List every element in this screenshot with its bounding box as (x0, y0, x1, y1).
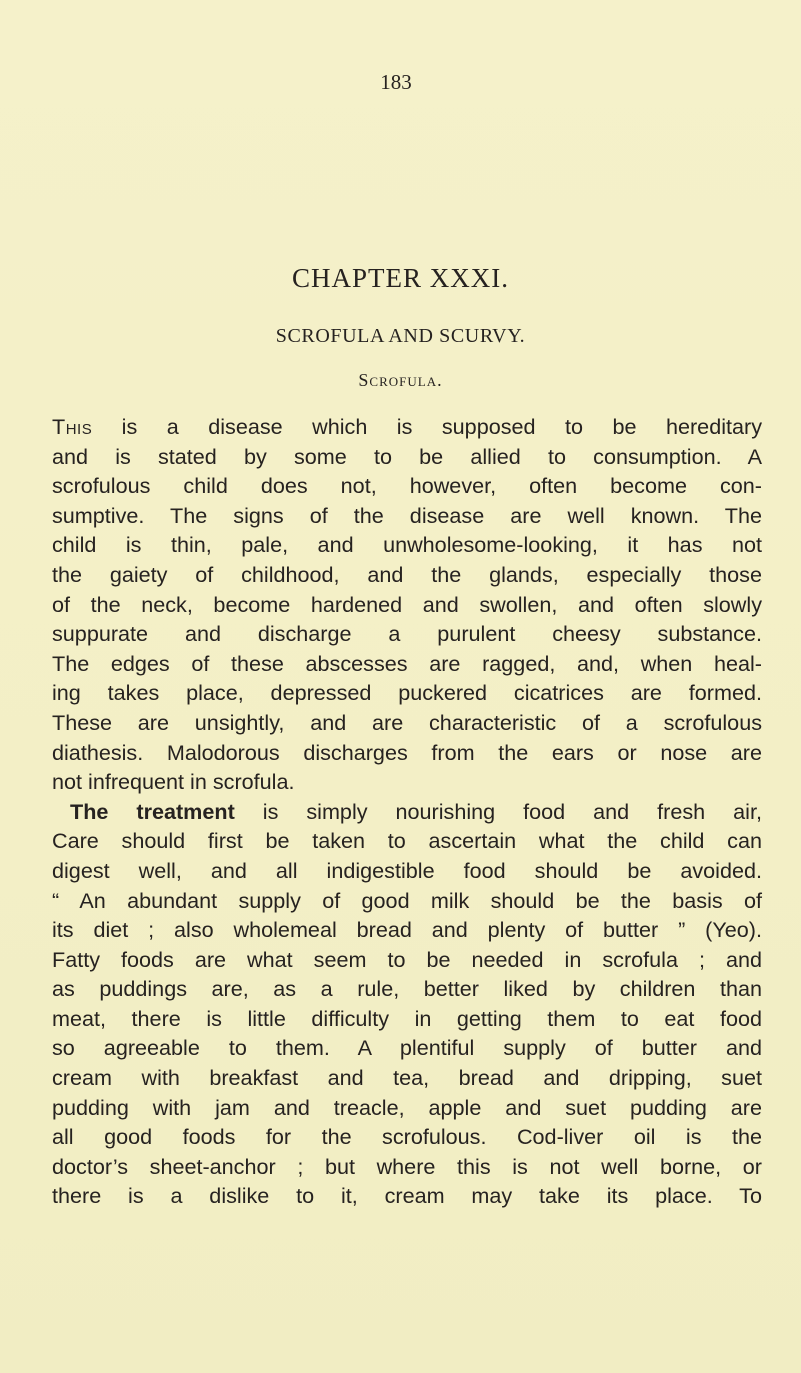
body-text (52, 412, 762, 1211)
text-line: its diet ; also wholemeal bread and plenty of butter ” (Yeo). (52, 917, 762, 943)
text-line: meat, there is little difficulty in getting them to eat food (52, 1005, 762, 1031)
text-line: and is stated by some to be allied to consumption. A (52, 443, 762, 469)
text-line: there is a dislike to it, cream may take its place. To (52, 1183, 762, 1209)
text-line: pudding with jam and treacle, apple and suet pudding are (52, 1094, 762, 1120)
page-number: 183 (380, 70, 412, 94)
text-line: sumptive. The signs of the disease are well known. The (52, 502, 762, 528)
text-line: diathesis. Malodorous discharges from the ears or nose are (52, 739, 762, 765)
text-line: scrofulous child does not, however, often become con- (52, 473, 762, 499)
text-line: as puddings are, as a rule, better liked by children than (52, 976, 762, 1002)
text-line: all good foods for the scrofulous. Cod-liver oil is the (52, 1124, 762, 1150)
text-line: child is thin, pale, and unwholesome-looking, it has not (52, 532, 762, 558)
text-line: This is a disease which is supposed to be hereditary (52, 414, 762, 439)
chapter-title: CHAPTER XXXI. (291, 263, 509, 293)
text-line: ing takes place, depressed puckered cicatrices are formed. (52, 680, 762, 706)
text-line: The edges of these abscesses are ragged, and, when heal- (52, 650, 762, 676)
paragraph-lead: The treatment (70, 798, 235, 824)
text-line: Care should first be taken to ascertain what the child can (52, 828, 762, 854)
text-line: Fatty foods are what seem to be needed in scrofula ; and (52, 946, 762, 972)
text-line: so agreeable to them. A plentiful supply of butter and (52, 1035, 762, 1061)
text-line: the gaiety of childhood, and the glands, especially those (52, 561, 762, 587)
text-line: of the neck, become hardened and swollen, and often slowly (52, 591, 762, 617)
text-line: These are unsightly, and are characteristic of a scrofulous (52, 709, 762, 735)
text-line: “ An abundant supply of good milk should be the basis of (52, 887, 762, 913)
text-line: not infrequent in scrofula. (52, 769, 295, 795)
text-line: suppurate and discharge a purulent cheesy substance. (52, 621, 762, 647)
chapter-subtitle: SCROFULA AND SCURVY. (275, 325, 526, 347)
section-heading: Scrofula. (358, 370, 443, 390)
text-line: cream with breakfast and tea, bread and dripping, suet (52, 1065, 762, 1091)
text-line: doctor’s sheet-anchor ; but where this is not well borne, or (52, 1153, 762, 1179)
paragraph-lead: This (52, 414, 93, 439)
text-line: digest well, and all indigestible food should be avoided. (52, 857, 762, 883)
text-line: The treatment is simply nourishing food and fresh air, (70, 798, 762, 824)
